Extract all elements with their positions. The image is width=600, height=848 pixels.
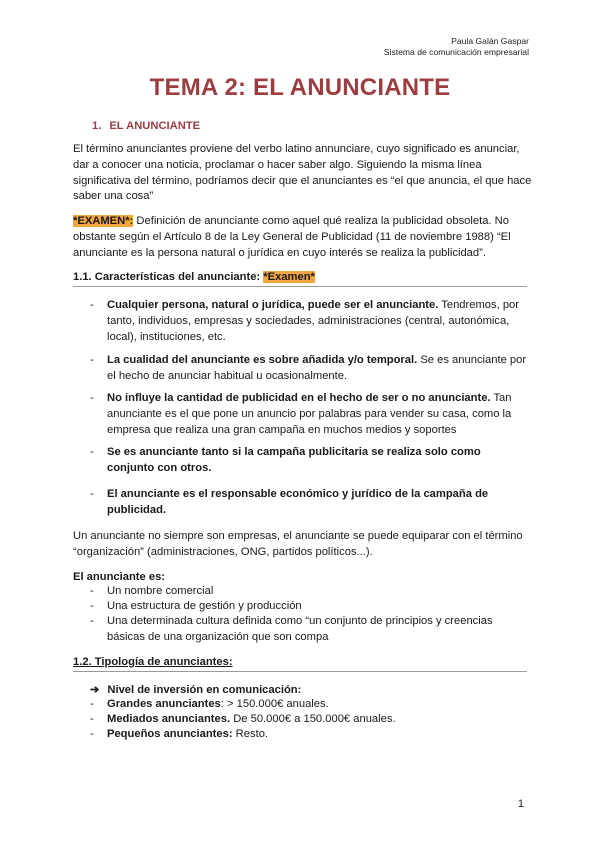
item-bold: Mediados anunciantes. [107, 713, 231, 725]
characteristic-item [90, 298, 530, 345]
dash-bullet: - [90, 615, 94, 627]
dash-bullet: - [90, 446, 94, 458]
page-header [384, 36, 529, 58]
characteristic-item [90, 353, 530, 385]
header-author: Paula Galán Gaspar [451, 36, 529, 46]
dash-bullet: - [90, 488, 94, 500]
exam-tag-2: *Examen* [263, 271, 315, 283]
dash-bullet: - [90, 392, 94, 404]
item-bold: Pequeños anunciantes: [107, 728, 233, 740]
item-text: Tendremos, por tanto, individuos, empresas y sociedades, administraciones (central, autonómica, local), instituciones, etc. [107, 299, 519, 343]
arrow-item [90, 683, 301, 696]
section-number: 1. [92, 120, 102, 132]
section-label: EL ANUNCIANTE [109, 120, 201, 132]
subsection-label: 1.2. Tipología de anunciantes: [73, 656, 233, 668]
characteristic-item [90, 391, 530, 438]
item-text: Tan anunciante es el que pone un anuncio por palabras para vender su casa, como la empresa que realiza una gran campaña en muchos medios y soportes [107, 392, 512, 436]
list-item-text: Un nombre comercial [107, 585, 214, 597]
dash-bullet: - [90, 713, 94, 725]
subsection-label: 1.1. Características del anunciante: [73, 271, 261, 283]
item-bold: El anunciante es el responsable económico y jurídico de la campaña de publicidad. [107, 488, 489, 516]
item-bold: Cualquier persona, natural o jurídica, puede ser el anunciante. [107, 299, 439, 311]
dash-bullet: - [90, 299, 94, 311]
item-bold: Se es anunciante tanto si la campaña publicitaria se realiza solo como conjunto con otros. [107, 446, 481, 474]
anunciante-es-heading: El anunciante es: [73, 571, 166, 583]
list-item [90, 614, 530, 646]
arrow-icon: ➔ [90, 684, 100, 696]
item-text: Resto. [232, 728, 269, 740]
list-item [90, 584, 530, 600]
page-title: TEMA 2: EL ANUNCIANTE [149, 74, 451, 101]
characteristic-item [90, 445, 530, 477]
organization-paragraph: Un anunciante no siempre son empresas, el anunciante se puede equiparar con el término “organización” (administraciones, ONG, partidos políticos...). [73, 530, 523, 558]
typology-item [90, 697, 530, 713]
item-text: De 50.000€ a 150.000€ anuales. [230, 713, 396, 725]
item-bold: Grandes anunciantes [107, 698, 221, 710]
exam-note-paragraph [73, 214, 533, 261]
subsection-heading-1-1 [73, 271, 527, 287]
header-subject: Sistema de comunicación empresarial [383, 47, 529, 57]
dash-bullet: - [90, 600, 94, 612]
list-item-text: Una estructura de gestión y producción [107, 600, 302, 612]
item-bold: No influye la cantidad de publicidad en el hecho de ser o no anunciante. [107, 392, 491, 404]
intro-paragraph: El término anunciantes proviene del verbo latino annunciare, cuyo significado es anunciar, dar a conocer una noticia, proclamar o hacer saber algo. Siguiendo la misma línea significativa del término, podríamos decir que el anunciantes es “el que anuncia, el que hace saber una cosa” [73, 143, 532, 203]
section-heading-1 [92, 120, 200, 132]
dash-bullet: - [90, 698, 94, 710]
dash-bullet: - [90, 585, 94, 597]
dash-bullet: - [90, 354, 94, 366]
arrow-item-text: Nivel de inversión en comunicación: [107, 684, 302, 696]
list-item-text: Una determinada cultura definida como “un conjunto de principios y creencias básicas de una organización que son compa [107, 615, 493, 643]
typology-item [90, 727, 530, 743]
exam-tag: *EXAMEN*: [73, 215, 134, 227]
page-number: 1 [517, 798, 524, 810]
item-text: : > 150.000€ anuales. [220, 698, 329, 710]
characteristic-item [90, 487, 530, 519]
typology-item [90, 712, 530, 728]
subsection-heading-1-2 [73, 656, 527, 672]
dash-bullet: - [90, 728, 94, 740]
item-text: Se es anunciante por el hecho de anunciar habitual u ocasionalmente. [107, 354, 527, 382]
list-item [90, 599, 530, 615]
exam-note-text: Definición de anunciante como aquel qué realiza la publicidad obsoleta. No obstante según el Artículo 8 de la Ley General de Publicidad (11 de noviembre 1988) “El anunciante es la persona natural o jurídica en cuyo interés se realiza la publicidad”. [73, 215, 511, 259]
item-bold: La cualidad del anunciante es sobre añadida y/o temporal. [107, 354, 418, 366]
